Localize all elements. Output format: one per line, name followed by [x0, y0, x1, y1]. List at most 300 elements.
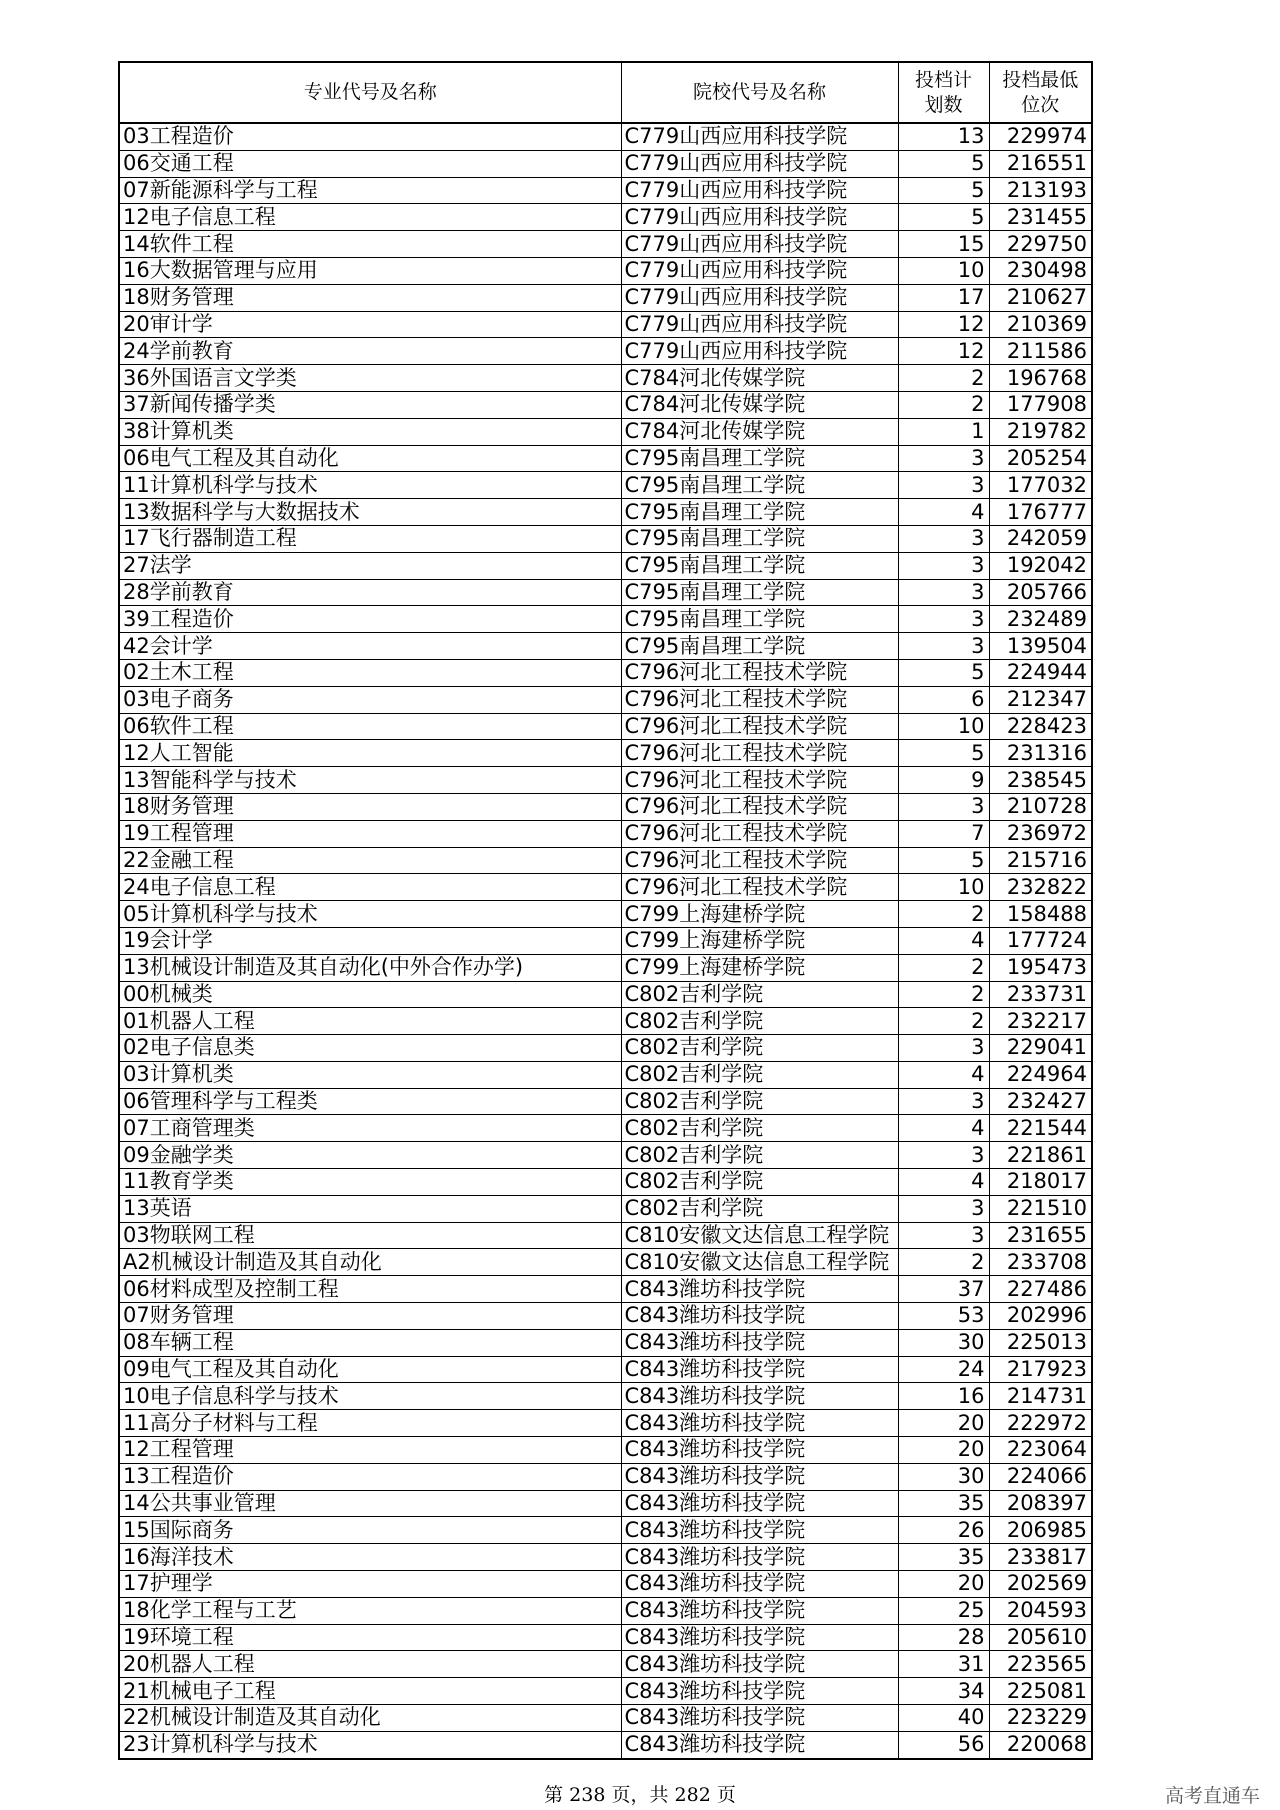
- min-rank-cell: 204593: [989, 1597, 1092, 1624]
- plan-count-cell: 20: [898, 1410, 989, 1437]
- major-cell: 14公共事业管理: [119, 1490, 621, 1517]
- major-cell: 24电子信息工程: [119, 874, 621, 901]
- school-cell: C796河北工程技术学院: [621, 793, 898, 820]
- min-rank-cell: 217923: [989, 1356, 1092, 1383]
- plan-count-cell: 3: [898, 552, 989, 579]
- major-cell: 21机械电子工程: [119, 1678, 621, 1705]
- major-cell: 13数据科学与大数据技术: [119, 499, 621, 526]
- table-row: [119, 927, 1092, 954]
- major-cell: 10电子信息科学与技术: [119, 1383, 621, 1410]
- plan-count-cell: 3: [898, 472, 989, 499]
- table-row: [119, 686, 1092, 713]
- school-cell: C843潍坊科技学院: [621, 1651, 898, 1678]
- table-row: [119, 552, 1092, 579]
- plan-count-cell: 56: [898, 1731, 989, 1758]
- major-cell: 18财务管理: [119, 793, 621, 820]
- min-rank-cell: 233817: [989, 1544, 1092, 1571]
- min-rank-cell: 202996: [989, 1303, 1092, 1330]
- plan-count-cell: 5: [898, 150, 989, 177]
- plan-count-cell: 37: [898, 1276, 989, 1303]
- table-row: [119, 123, 1092, 150]
- min-rank-cell: 227486: [989, 1276, 1092, 1303]
- school-cell: C843潍坊科技学院: [621, 1437, 898, 1464]
- min-rank-cell: 233708: [989, 1249, 1092, 1276]
- plan-count-cell: 5: [898, 177, 989, 204]
- min-rank-cell: 229041: [989, 1035, 1092, 1062]
- plan-count-cell: 5: [898, 740, 989, 767]
- plan-count-cell: 28: [898, 1624, 989, 1651]
- table-row: [119, 150, 1092, 177]
- table-row: [119, 204, 1092, 231]
- table-row: [119, 1276, 1092, 1303]
- major-cell: 03工程造价: [119, 123, 621, 150]
- major-cell: 13机械设计制造及其自动化(中外合作办学): [119, 954, 621, 981]
- min-rank-cell: 221861: [989, 1142, 1092, 1169]
- major-cell: 20机器人工程: [119, 1651, 621, 1678]
- min-rank-cell: 232822: [989, 874, 1092, 901]
- table-row: [119, 1115, 1092, 1142]
- major-cell: 06电气工程及其自动化: [119, 445, 621, 472]
- min-rank-cell: 218017: [989, 1169, 1092, 1196]
- min-rank-cell: 210728: [989, 793, 1092, 820]
- major-cell: 16大数据管理与应用: [119, 257, 621, 284]
- min-rank-cell: 228423: [989, 713, 1092, 740]
- table-row: [119, 1088, 1092, 1115]
- min-rank-cell: 219782: [989, 418, 1092, 445]
- min-rank-cell: 232217: [989, 1008, 1092, 1035]
- major-cell: 00机械类: [119, 981, 621, 1008]
- school-cell: C784河北传媒学院: [621, 365, 898, 392]
- table-header: [119, 62, 1092, 123]
- school-cell: C796河北工程技术学院: [621, 659, 898, 686]
- school-cell: C843潍坊科技学院: [621, 1356, 898, 1383]
- min-rank-cell: 158488: [989, 901, 1092, 928]
- table-row: [119, 1678, 1092, 1705]
- admission-table: [118, 61, 1093, 1760]
- min-rank-cell: 225081: [989, 1678, 1092, 1705]
- school-cell: C799上海建桥学院: [621, 954, 898, 981]
- plan-count-cell: 35: [898, 1544, 989, 1571]
- table-row: [119, 311, 1092, 338]
- header-text: 划数: [924, 93, 963, 116]
- min-rank-cell: 233731: [989, 981, 1092, 1008]
- table-row: [119, 1035, 1092, 1062]
- school-cell: C795南昌理工学院: [621, 633, 898, 660]
- min-rank-cell: 223229: [989, 1705, 1092, 1732]
- plan-count-cell: 3: [898, 445, 989, 472]
- table-row: [119, 1624, 1092, 1651]
- major-cell: 27法学: [119, 552, 621, 579]
- header-text: 专业代号及名称: [303, 81, 437, 103]
- school-cell: C795南昌理工学院: [621, 445, 898, 472]
- school-cell: C802吉利学院: [621, 1061, 898, 1088]
- plan-count-cell: 12: [898, 311, 989, 338]
- major-cell: 28学前教育: [119, 579, 621, 606]
- major-cell: 18化学工程与工艺: [119, 1597, 621, 1624]
- min-rank-cell: 224066: [989, 1463, 1092, 1490]
- min-rank-cell: 177908: [989, 391, 1092, 418]
- school-cell: C796河北工程技术学院: [621, 767, 898, 794]
- table-row: [119, 1731, 1092, 1758]
- min-rank-cell: 215716: [989, 847, 1092, 874]
- table-row: [119, 1517, 1092, 1544]
- table-row: [119, 1329, 1092, 1356]
- table-row: [119, 1249, 1092, 1276]
- table-row: [119, 391, 1092, 418]
- header-min-rank: [989, 62, 1092, 123]
- plan-count-cell: 2: [898, 365, 989, 392]
- min-rank-cell: 221544: [989, 1115, 1092, 1142]
- min-rank-cell: 205766: [989, 579, 1092, 606]
- min-rank-cell: 205254: [989, 445, 1092, 472]
- plan-count-cell: 26: [898, 1517, 989, 1544]
- plan-count-cell: 3: [898, 579, 989, 606]
- major-cell: 01机器人工程: [119, 1008, 621, 1035]
- min-rank-cell: 220068: [989, 1731, 1092, 1758]
- major-cell: 20审计学: [119, 311, 621, 338]
- school-cell: C779山西应用科技学院: [621, 311, 898, 338]
- major-cell: 13智能科学与技术: [119, 767, 621, 794]
- page-footer: 第 238 页，共 282 页: [544, 1784, 736, 1806]
- school-cell: C843潍坊科技学院: [621, 1544, 898, 1571]
- school-cell: C810安徽文达信息工程学院: [621, 1249, 898, 1276]
- plan-count-cell: 25: [898, 1597, 989, 1624]
- table-row: [119, 767, 1092, 794]
- table-body: [119, 123, 1092, 1759]
- min-rank-cell: 211586: [989, 338, 1092, 365]
- plan-count-cell: 6: [898, 686, 989, 713]
- major-cell: 17护理学: [119, 1571, 621, 1598]
- major-cell: 22机械设计制造及其自动化: [119, 1705, 621, 1732]
- major-cell: 06材料成型及控制工程: [119, 1276, 621, 1303]
- plan-count-cell: 13: [898, 123, 989, 150]
- plan-count-cell: 5: [898, 659, 989, 686]
- school-cell: C843潍坊科技学院: [621, 1383, 898, 1410]
- min-rank-cell: 231655: [989, 1222, 1092, 1249]
- plan-count-cell: 3: [898, 606, 989, 633]
- school-cell: C795南昌理工学院: [621, 472, 898, 499]
- table-row: [119, 1195, 1092, 1222]
- school-cell: C843潍坊科技学院: [621, 1624, 898, 1651]
- table-row: [119, 1169, 1092, 1196]
- plan-count-cell: 7: [898, 820, 989, 847]
- major-cell: 36外国语言文学类: [119, 365, 621, 392]
- plan-count-cell: 3: [898, 525, 989, 552]
- plan-count-cell: 10: [898, 257, 989, 284]
- min-rank-cell: 238545: [989, 767, 1092, 794]
- major-cell: 03物联网工程: [119, 1222, 621, 1249]
- min-rank-cell: 213193: [989, 177, 1092, 204]
- major-cell: 02电子信息类: [119, 1035, 621, 1062]
- school-cell: C843潍坊科技学院: [621, 1597, 898, 1624]
- table-row: [119, 418, 1092, 445]
- plan-count-cell: 5: [898, 204, 989, 231]
- min-rank-cell: 224964: [989, 1061, 1092, 1088]
- plan-count-cell: 30: [898, 1463, 989, 1490]
- header-text: 位次: [1021, 93, 1060, 116]
- major-cell: 19环境工程: [119, 1624, 621, 1651]
- table-row: [119, 1061, 1092, 1088]
- min-rank-cell: 223565: [989, 1651, 1092, 1678]
- plan-count-cell: 31: [898, 1651, 989, 1678]
- min-rank-cell: 232489: [989, 606, 1092, 633]
- major-cell: 39工程造价: [119, 606, 621, 633]
- school-cell: C784河北传媒学院: [621, 391, 898, 418]
- major-cell: 06交通工程: [119, 150, 621, 177]
- plan-count-cell: 4: [898, 499, 989, 526]
- school-cell: C779山西应用科技学院: [621, 257, 898, 284]
- plan-count-cell: 9: [898, 767, 989, 794]
- watermark-text: 高考直通车: [1164, 1785, 1260, 1807]
- min-rank-cell: 231316: [989, 740, 1092, 767]
- header-text: 投档最低: [1002, 68, 1079, 91]
- table-row: [119, 1490, 1092, 1517]
- major-cell: 07新能源科学与工程: [119, 177, 621, 204]
- plan-count-cell: 30: [898, 1329, 989, 1356]
- major-cell: 06软件工程: [119, 713, 621, 740]
- plan-count-cell: 2: [898, 954, 989, 981]
- major-cell: 03电子商务: [119, 686, 621, 713]
- plan-count-cell: 17: [898, 284, 989, 311]
- major-cell: 07财务管理: [119, 1303, 621, 1330]
- table-row: [119, 713, 1092, 740]
- min-rank-cell: 225013: [989, 1329, 1092, 1356]
- major-cell: 11高分子材料与工程: [119, 1410, 621, 1437]
- table-row: [119, 525, 1092, 552]
- school-cell: C796河北工程技术学院: [621, 874, 898, 901]
- table-row: [119, 901, 1092, 928]
- header-school: [621, 62, 898, 123]
- major-cell: 15国际商务: [119, 1517, 621, 1544]
- plan-count-cell: 24: [898, 1356, 989, 1383]
- major-cell: 19会计学: [119, 927, 621, 954]
- major-cell: 38计算机类: [119, 418, 621, 445]
- school-cell: C779山西应用科技学院: [621, 231, 898, 258]
- major-cell: 12人工智能: [119, 740, 621, 767]
- plan-count-cell: 3: [898, 1035, 989, 1062]
- min-rank-cell: 210369: [989, 311, 1092, 338]
- plan-count-cell: 4: [898, 1061, 989, 1088]
- school-cell: C796河北工程技术学院: [621, 686, 898, 713]
- school-cell: C843潍坊科技学院: [621, 1705, 898, 1732]
- table-row: [119, 231, 1092, 258]
- table-row: [119, 793, 1092, 820]
- major-cell: 24学前教育: [119, 338, 621, 365]
- school-cell: C779山西应用科技学院: [621, 150, 898, 177]
- school-cell: C779山西应用科技学院: [621, 177, 898, 204]
- table-row: [119, 874, 1092, 901]
- plan-count-cell: 10: [898, 874, 989, 901]
- school-cell: C779山西应用科技学院: [621, 123, 898, 150]
- major-cell: 03计算机类: [119, 1061, 621, 1088]
- min-rank-cell: 202569: [989, 1571, 1092, 1598]
- major-cell: 42会计学: [119, 633, 621, 660]
- table-row: [119, 579, 1092, 606]
- min-rank-cell: 223064: [989, 1437, 1092, 1464]
- table-row: [119, 633, 1092, 660]
- plan-count-cell: 3: [898, 1222, 989, 1249]
- min-rank-cell: 229974: [989, 123, 1092, 150]
- school-cell: C799上海建桥学院: [621, 927, 898, 954]
- table-row: [119, 1597, 1092, 1624]
- major-cell: 16海洋技术: [119, 1544, 621, 1571]
- school-cell: C802吉利学院: [621, 981, 898, 1008]
- min-rank-cell: 195473: [989, 954, 1092, 981]
- table-row: [119, 365, 1092, 392]
- major-cell: 13英语: [119, 1195, 621, 1222]
- header-text: 院校代号及名称: [692, 81, 826, 103]
- major-cell: A2机械设计制造及其自动化: [119, 1249, 621, 1276]
- school-cell: C779山西应用科技学院: [621, 284, 898, 311]
- major-cell: 23计算机科学与技术: [119, 1731, 621, 1758]
- table-row: [119, 847, 1092, 874]
- plan-count-cell: 2: [898, 901, 989, 928]
- plan-count-cell: 15: [898, 231, 989, 258]
- table-row: [119, 1008, 1092, 1035]
- table-row: [119, 820, 1092, 847]
- school-cell: C843潍坊科技学院: [621, 1490, 898, 1517]
- school-cell: C802吉利学院: [621, 1008, 898, 1035]
- table-row: [119, 1571, 1092, 1598]
- min-rank-cell: 232427: [989, 1088, 1092, 1115]
- major-cell: 13工程造价: [119, 1463, 621, 1490]
- plan-count-cell: 3: [898, 633, 989, 660]
- min-rank-cell: 210627: [989, 284, 1092, 311]
- school-cell: C802吉利学院: [621, 1195, 898, 1222]
- major-cell: 17飞行器制造工程: [119, 525, 621, 552]
- min-rank-cell: 177032: [989, 472, 1092, 499]
- major-cell: 12电子信息工程: [119, 204, 621, 231]
- table-row: [119, 257, 1092, 284]
- major-cell: 11教育学类: [119, 1169, 621, 1196]
- table-row: [119, 659, 1092, 686]
- min-rank-cell: 216551: [989, 150, 1092, 177]
- min-rank-cell: 176777: [989, 499, 1092, 526]
- plan-count-cell: 53: [898, 1303, 989, 1330]
- school-cell: C802吉利学院: [621, 1088, 898, 1115]
- school-cell: C799上海建桥学院: [621, 901, 898, 928]
- major-cell: 09电气工程及其自动化: [119, 1356, 621, 1383]
- min-rank-cell: 212347: [989, 686, 1092, 713]
- min-rank-cell: 224944: [989, 659, 1092, 686]
- school-cell: C843潍坊科技学院: [621, 1571, 898, 1598]
- school-cell: C810安徽文达信息工程学院: [621, 1222, 898, 1249]
- min-rank-cell: 139504: [989, 633, 1092, 660]
- table-row: [119, 1303, 1092, 1330]
- major-cell: 06管理科学与工程类: [119, 1088, 621, 1115]
- header-major: [119, 62, 621, 123]
- major-cell: 19工程管理: [119, 820, 621, 847]
- min-rank-cell: 229750: [989, 231, 1092, 258]
- major-cell: 07工商管理类: [119, 1115, 621, 1142]
- school-cell: C843潍坊科技学院: [621, 1731, 898, 1758]
- plan-count-cell: 10: [898, 713, 989, 740]
- min-rank-cell: 230498: [989, 257, 1092, 284]
- school-cell: C843潍坊科技学院: [621, 1517, 898, 1544]
- table-row: [119, 1705, 1092, 1732]
- plan-count-cell: 3: [898, 1142, 989, 1169]
- table-row: [119, 1222, 1092, 1249]
- min-rank-cell: 214731: [989, 1383, 1092, 1410]
- school-cell: C802吉利学院: [621, 1169, 898, 1196]
- major-cell: 05计算机科学与技术: [119, 901, 621, 928]
- min-rank-cell: 177724: [989, 927, 1092, 954]
- table-row: [119, 1356, 1092, 1383]
- min-rank-cell: 231455: [989, 204, 1092, 231]
- plan-count-cell: 16: [898, 1383, 989, 1410]
- plan-count-cell: 12: [898, 338, 989, 365]
- min-rank-cell: 222972: [989, 1410, 1092, 1437]
- min-rank-cell: 242059: [989, 525, 1092, 552]
- min-rank-cell: 236972: [989, 820, 1092, 847]
- school-cell: C779山西应用科技学院: [621, 204, 898, 231]
- plan-count-cell: 3: [898, 793, 989, 820]
- school-cell: C843潍坊科技学院: [621, 1303, 898, 1330]
- min-rank-cell: 208397: [989, 1490, 1092, 1517]
- min-rank-cell: 205610: [989, 1624, 1092, 1651]
- header-text: 投档计: [914, 68, 972, 91]
- school-cell: C795南昌理工学院: [621, 579, 898, 606]
- school-cell: C795南昌理工学院: [621, 606, 898, 633]
- school-cell: C843潍坊科技学院: [621, 1329, 898, 1356]
- table-row: [119, 1410, 1092, 1437]
- school-cell: C843潍坊科技学院: [621, 1678, 898, 1705]
- table-row: [119, 499, 1092, 526]
- table-row: [119, 1463, 1092, 1490]
- plan-count-cell: 34: [898, 1678, 989, 1705]
- school-cell: C802吉利学院: [621, 1115, 898, 1142]
- table-row: [119, 177, 1092, 204]
- min-rank-cell: 221510: [989, 1195, 1092, 1222]
- school-cell: C796河北工程技术学院: [621, 820, 898, 847]
- school-cell: C843潍坊科技学院: [621, 1463, 898, 1490]
- school-cell: C802吉利学院: [621, 1142, 898, 1169]
- plan-count-cell: 2: [898, 981, 989, 1008]
- major-cell: 18财务管理: [119, 284, 621, 311]
- table-row: [119, 338, 1092, 365]
- table-row: [119, 472, 1092, 499]
- table-row: [119, 981, 1092, 1008]
- table-row: [119, 1142, 1092, 1169]
- table-row: [119, 445, 1092, 472]
- major-cell: 09金融学类: [119, 1142, 621, 1169]
- school-cell: C843潍坊科技学院: [621, 1410, 898, 1437]
- plan-count-cell: 2: [898, 391, 989, 418]
- plan-count-cell: 3: [898, 1088, 989, 1115]
- school-cell: C796河北工程技术学院: [621, 713, 898, 740]
- plan-count-cell: 40: [898, 1705, 989, 1732]
- plan-count-cell: 2: [898, 1249, 989, 1276]
- plan-count-cell: 2: [898, 1008, 989, 1035]
- school-cell: C795南昌理工学院: [621, 525, 898, 552]
- plan-count-cell: 20: [898, 1437, 989, 1464]
- major-cell: 22金融工程: [119, 847, 621, 874]
- school-cell: C784河北传媒学院: [621, 418, 898, 445]
- table-row: [119, 1383, 1092, 1410]
- plan-count-cell: 4: [898, 1169, 989, 1196]
- school-cell: C795南昌理工学院: [621, 552, 898, 579]
- school-cell: C779山西应用科技学院: [621, 338, 898, 365]
- table-row: [119, 1544, 1092, 1571]
- table-row: [119, 954, 1092, 981]
- major-cell: 37新闻传播学类: [119, 391, 621, 418]
- table-row: [119, 606, 1092, 633]
- plan-count-cell: 20: [898, 1571, 989, 1598]
- min-rank-cell: 196768: [989, 365, 1092, 392]
- school-cell: C795南昌理工学院: [621, 499, 898, 526]
- school-cell: C796河北工程技术学院: [621, 847, 898, 874]
- school-cell: C796河北工程技术学院: [621, 740, 898, 767]
